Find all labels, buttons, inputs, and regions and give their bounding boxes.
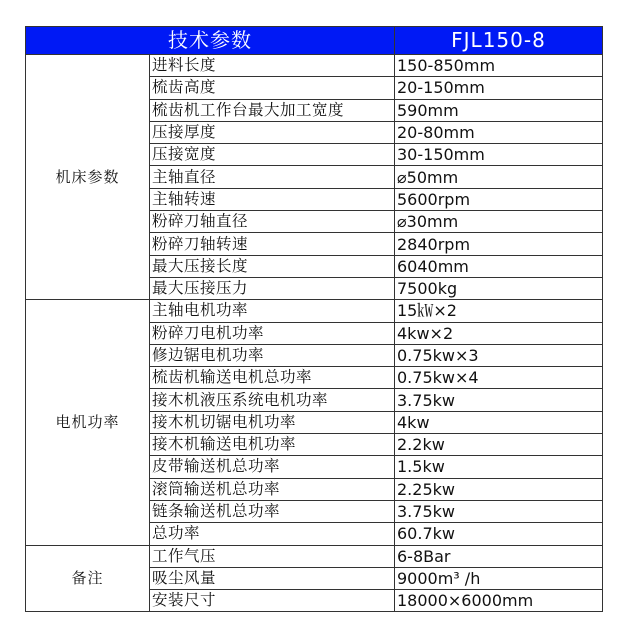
parameter-value: ⌀50mm — [395, 166, 603, 188]
parameter-value: 1.5kw — [395, 456, 603, 478]
spec-table — [25, 26, 603, 612]
parameter-value: 4kw×2 — [395, 322, 603, 344]
parameter-name: 工作气压 — [150, 545, 395, 567]
parameter-name: 链条输送机总功率 — [150, 500, 395, 522]
parameter-name: 梳齿高度 — [150, 77, 395, 99]
parameter-name: 粉碎刀轴转速 — [150, 233, 395, 255]
parameter-name: 进料长度 — [150, 55, 395, 77]
parameter-value: 4kw — [395, 411, 603, 433]
parameter-value: 3.75kw — [395, 500, 603, 522]
parameter-value: 7500kg — [395, 277, 603, 299]
category-label: 备注 — [26, 545, 150, 612]
parameter-name: 主轴转速 — [150, 188, 395, 210]
table-title: 技术参数 — [26, 27, 395, 55]
parameter-value: 590mm — [395, 99, 603, 121]
category-label: 电机功率 — [26, 300, 150, 545]
parameter-name: 接木机液压系统电机功率 — [150, 389, 395, 411]
table-row — [26, 300, 603, 322]
parameter-name: 皮带输送机总功率 — [150, 456, 395, 478]
parameter-name: 吸尘风量 — [150, 567, 395, 589]
parameter-name: 压接宽度 — [150, 144, 395, 166]
parameter-value: 30-150mm — [395, 144, 603, 166]
parameter-name: 安装尺寸 — [150, 590, 395, 612]
parameter-value: 20-80mm — [395, 121, 603, 143]
category-label: 机床参数 — [26, 55, 150, 300]
parameter-value: 9000m³ /h — [395, 567, 603, 589]
parameter-value: 5600rpm — [395, 188, 603, 210]
parameter-name: 最大压接压力 — [150, 277, 395, 299]
parameter-name: 粉碎刀轴直径 — [150, 211, 395, 233]
parameter-value: 0.75kw×4 — [395, 367, 603, 389]
parameter-value: 3.75kw — [395, 389, 603, 411]
parameter-name: 主轴电机功率 — [150, 300, 395, 322]
parameter-name: 最大压接长度 — [150, 255, 395, 277]
parameter-value: 60.7kw — [395, 523, 603, 545]
parameter-value: 2.25kw — [395, 478, 603, 500]
parameter-name: 接木机切锯电机功率 — [150, 411, 395, 433]
table-body — [26, 55, 603, 612]
parameter-value: ⌀30mm — [395, 211, 603, 233]
table-header-row — [26, 27, 603, 55]
parameter-value: 150-850mm — [395, 55, 603, 77]
parameter-name: 修边锯电机功率 — [150, 344, 395, 366]
table-row — [26, 545, 603, 567]
parameter-value: 2.2kw — [395, 434, 603, 456]
table-row — [26, 55, 603, 77]
parameter-value: 2840rpm — [395, 233, 603, 255]
parameter-value: 20-150mm — [395, 77, 603, 99]
parameter-name: 梳齿机输送电机总功率 — [150, 367, 395, 389]
parameter-name: 压接厚度 — [150, 121, 395, 143]
parameter-name: 梳齿机工作台最大加工宽度 — [150, 99, 395, 121]
parameter-name: 接木机输送电机功率 — [150, 434, 395, 456]
model-number: FJL150-8 — [395, 27, 603, 55]
parameter-value: 6040mm — [395, 255, 603, 277]
parameter-name: 粉碎刀电机功率 — [150, 322, 395, 344]
parameter-name: 主轴直径 — [150, 166, 395, 188]
parameter-value: 0.75kw×3 — [395, 344, 603, 366]
parameter-value: 15㎾×2 — [395, 300, 603, 322]
parameter-value: 6-8Bar — [395, 545, 603, 567]
parameter-value: 18000×6000mm — [395, 590, 603, 612]
parameter-name: 总功率 — [150, 523, 395, 545]
parameter-name: 滚筒输送机总功率 — [150, 478, 395, 500]
